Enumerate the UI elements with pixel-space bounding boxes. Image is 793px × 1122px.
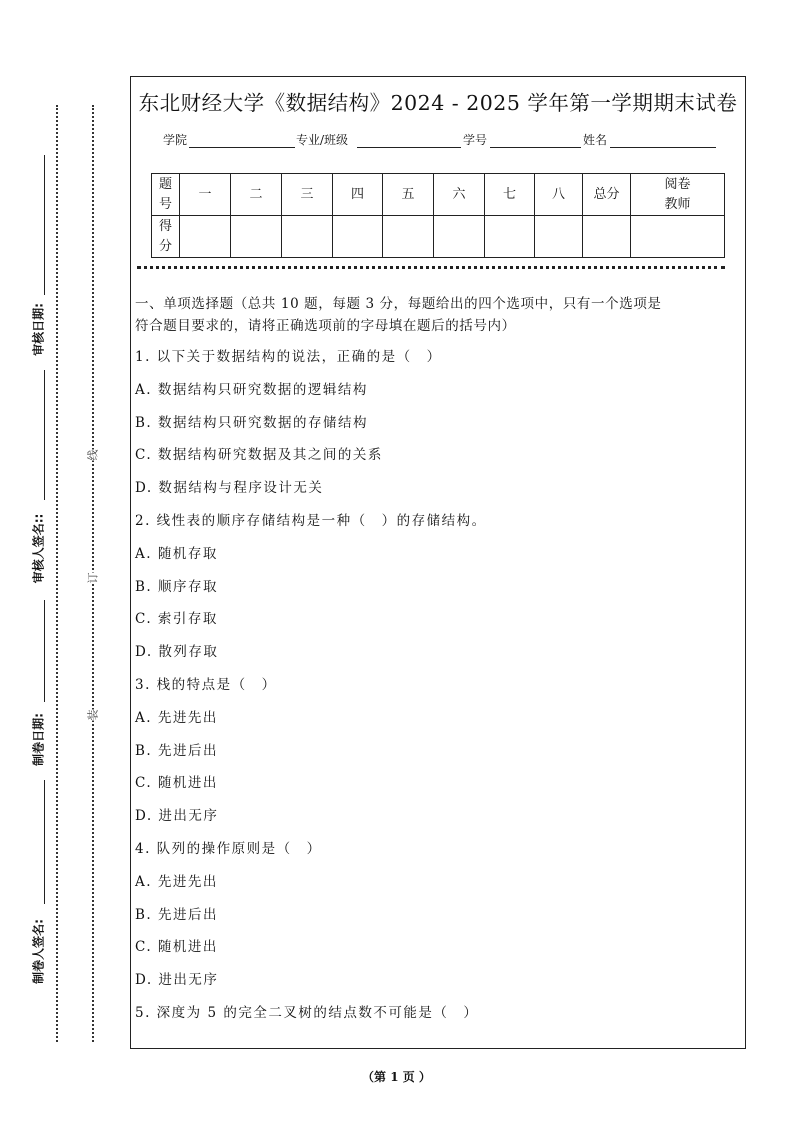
score-cell[interactable] xyxy=(282,216,333,258)
score-table xyxy=(151,173,725,258)
score-cell[interactable] xyxy=(333,216,383,258)
question-option: A. 数据结构只研究数据的逻辑结构 xyxy=(135,381,368,398)
col-2: 二 xyxy=(231,174,282,216)
question-option: B. 顺序存取 xyxy=(135,578,219,595)
score-cell[interactable] xyxy=(631,216,725,258)
col-4: 四 xyxy=(333,174,383,216)
question-option: B. 先进后出 xyxy=(135,906,219,923)
binding-mark-ding: 订 xyxy=(86,572,100,584)
dotted-separator xyxy=(137,266,725,269)
exam-title: 东北财经大学《数据结构》2024 - 2025 学年第一学期期末试卷 xyxy=(138,91,738,115)
col-1: 一 xyxy=(180,174,231,216)
section-intro-line2: 符合题目要求的，请将正确选项前的字母填在题后的括号内） xyxy=(135,318,516,334)
page-number: （第 1 页 ） xyxy=(362,1070,431,1084)
question-option: D. 进出无序 xyxy=(135,972,219,989)
question-option: C. 数据结构研究数据及其之间的关系 xyxy=(135,447,383,464)
score-label: 得分 xyxy=(152,216,180,258)
col-6: 六 xyxy=(434,174,485,216)
question-option: A. 先进先出 xyxy=(135,709,218,726)
review-date-label: 审核日期: xyxy=(31,303,46,356)
student-id-field[interactable] xyxy=(490,133,581,148)
score-table-score-row xyxy=(152,216,725,258)
reviewer-signature-line xyxy=(44,370,45,500)
question-option: D. 进出无序 xyxy=(135,808,219,825)
college-field[interactable] xyxy=(189,133,295,148)
col-3: 三 xyxy=(282,174,333,216)
question-option: B. 数据结构只研究数据的存储结构 xyxy=(135,414,369,431)
section-intro-line1: 一、单项选择题（总共 10 题，每题 3 分，每题给出的四个选项中，只有一个选项是 xyxy=(135,296,662,312)
question-option: A. 先进先出 xyxy=(135,873,218,890)
major-class-label: 专业/班级 xyxy=(296,133,349,147)
compile-date-line xyxy=(44,600,45,702)
question-option: C. 索引存取 xyxy=(135,611,218,628)
score-cell[interactable] xyxy=(485,216,535,258)
question-option: B. 先进后出 xyxy=(135,742,219,759)
score-cell[interactable] xyxy=(434,216,485,258)
name-label: 姓名 xyxy=(583,133,608,147)
score-cell[interactable] xyxy=(231,216,282,258)
question-stem: 4. 队列的操作原则是（ ） xyxy=(135,841,322,857)
compiler-signature-line xyxy=(44,780,45,904)
compile-date-label: 制卷日期: xyxy=(31,713,46,766)
question-option: A. 随机存取 xyxy=(135,545,218,562)
question-option: D. 散列存取 xyxy=(135,644,219,661)
name-field[interactable] xyxy=(610,133,716,148)
score-cell[interactable] xyxy=(583,216,631,258)
header-label: 题号 xyxy=(152,174,180,216)
score-table-header-row xyxy=(152,174,725,216)
question-stem: 1. 以下关于数据结构的说法，正确的是（ ） xyxy=(135,349,442,365)
question-stem: 5. 深度为 5 的完全二叉树的结点数不可能是（ ） xyxy=(135,1005,479,1021)
col-7: 七 xyxy=(485,174,535,216)
binding-mark-xian: 线 xyxy=(86,449,100,461)
compiler-signature-label: 制卷人签名: xyxy=(31,919,46,984)
question-option: D. 数据结构与程序设计无关 xyxy=(135,480,324,497)
major-class-field[interactable] xyxy=(357,133,461,148)
col-5: 五 xyxy=(383,174,434,216)
col-8: 八 xyxy=(535,174,583,216)
score-cell[interactable] xyxy=(535,216,583,258)
student-id-label: 学号 xyxy=(463,133,488,147)
question-option: C. 随机进出 xyxy=(135,939,218,956)
score-cell[interactable] xyxy=(180,216,231,258)
question-stem: 2. 线性表的顺序存储结构是一种（ ）的存储结构。 xyxy=(135,513,487,529)
reviewer-signature-label: 审核人签名:: xyxy=(31,513,46,584)
college-label: 学院 xyxy=(163,133,188,147)
col-grader: 阅卷教师 xyxy=(631,174,725,216)
score-cell[interactable] xyxy=(383,216,434,258)
binding-mark-zhuang: 装 xyxy=(86,709,100,721)
col-total: 总分 xyxy=(583,174,631,216)
question-option: C. 随机进出 xyxy=(135,775,218,792)
question-stem: 3. 栈的特点是（ ） xyxy=(135,677,277,693)
dotted-cut-line-outer xyxy=(56,105,58,1042)
review-date-line xyxy=(44,155,45,295)
